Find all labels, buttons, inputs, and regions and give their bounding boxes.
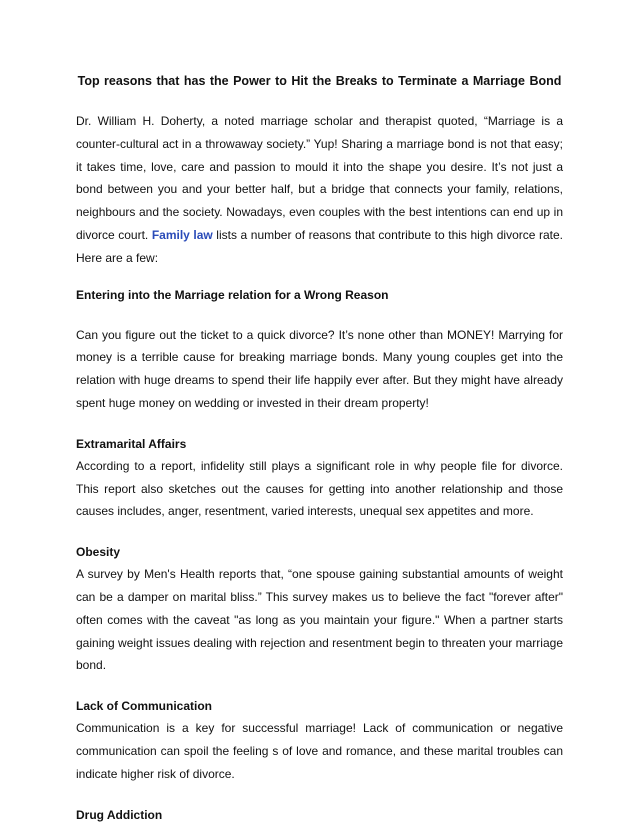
intro-paragraph bbox=[76, 110, 563, 270]
intro-text-end: lists a number of reasons that contribute to this high divorce rate. Here are a few: bbox=[76, 227, 563, 265]
section-body-extramarital: According to a report, infidelity still plays a significant role in why people file for divorce. This report also sketches out the causes for getting into another relationship and those causes includes, anger, resentment, varied interests, unequal sex appetites and more. bbox=[76, 458, 563, 519]
section-heading-obesity: Obesity bbox=[76, 545, 121, 560]
section-heading-drug-addiction: Drug Addiction bbox=[76, 807, 163, 822]
section-body-wrong-reason: Can you figure out the ticket to a quick divorce? It’s none other than MONEY! Marrying for money is a terrible cause for breaking marriage bonds. Many young couples get into the relation with huge dreams to spend their life happily ever after. But they might have already spent huge money on wedding or invested in their dream property! bbox=[76, 327, 563, 410]
section-heading-communication: Lack of Communication bbox=[76, 699, 213, 714]
section-heading-extramarital: Extramarital Affairs bbox=[76, 436, 187, 451]
section-body-obesity: A survey by Men's Health reports that, “one spouse gaining substantial amounts of weight can be a damper on marital bliss.” This survey makes us to believe the fact "forever after" often comes with the caveat "as long as you maintain your figure." When a partner starts gaining weight issues dealing with rejection and resentment begin to threaten your marriage bond. bbox=[76, 567, 563, 673]
section-heading-wrong-reason: Entering into the Marriage relation for a Wrong Reason bbox=[76, 287, 389, 302]
document-page bbox=[76, 68, 563, 826]
section-body-communication: Communication is a key for successful marriage! Lack of communication or negative communication can spoil the feeling s of love and romance, and these marital troubles can indicate higher risk of divorce. bbox=[76, 721, 563, 781]
intro-text-start: Dr. William H. Doherty, a noted marriage scholar and therapist quoted, “Marriage is a counter-cultural act in a throwaway society.” Yup! Sharing a marriage bond is not that easy; it takes time, love, care and passion to mould it into the shape you desire. It’s not just a bond between you and your better half, but a bridge that connects your family, relations, neighbours and the society. Nowadays, even couples with the best intentions can end up in divorce court. bbox=[76, 114, 563, 242]
family-law-link[interactable]: Family law bbox=[151, 227, 213, 242]
document-title: Top reasons that has the Power to Hit the Breaks to Terminate a Marriage Bond bbox=[77, 74, 562, 88]
